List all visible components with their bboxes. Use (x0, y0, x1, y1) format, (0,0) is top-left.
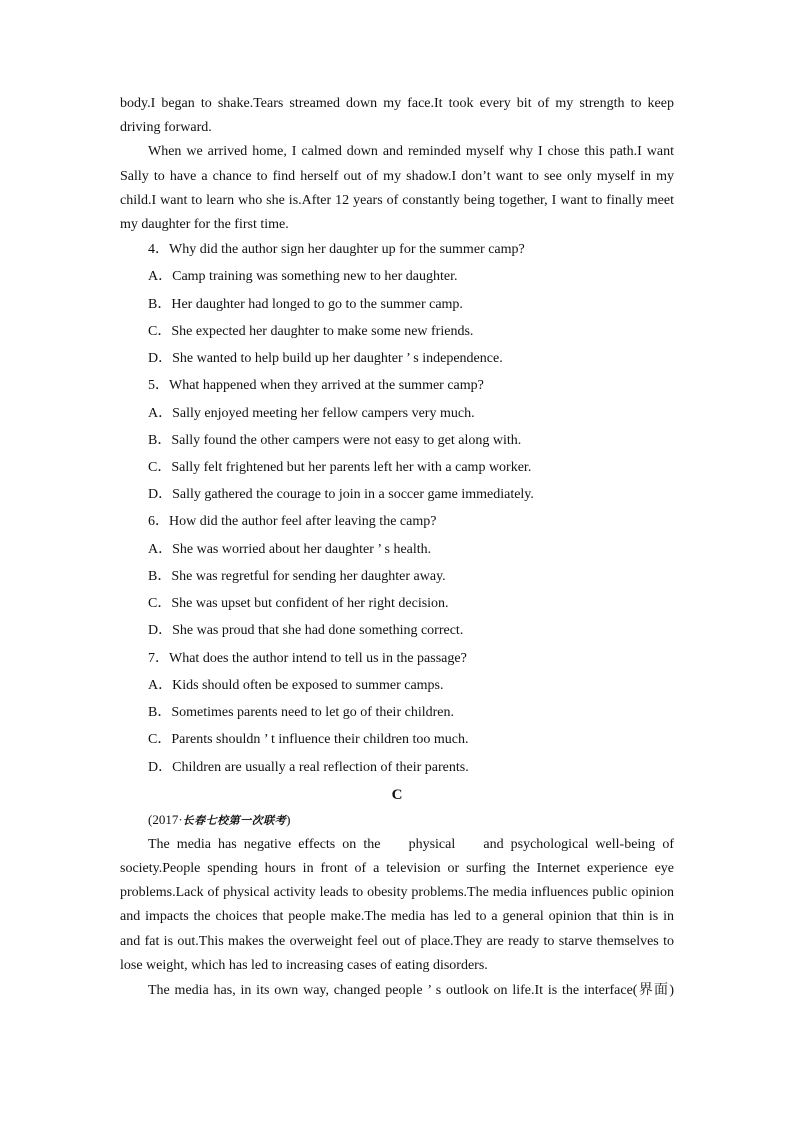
section-c-p1-line-1: The media has negative effects on the physical and psychological well-being of (148, 837, 674, 852)
passage-b-p2-line-2: Sally to have a chance to find herself out of my shadow.I don’t want to see only myself in my (120, 169, 674, 184)
question-6-option-b: B．She was regretful for sending her daughter away. (148, 569, 446, 584)
question-5-option-a: A．Sally enjoyed meeting her fellow campers very much. (148, 406, 475, 421)
question-7-stem: 7．What does the author intend to tell us in the passage? (148, 651, 467, 666)
section-c-p1-line-2: society.People spending hours in front of a television or surfing the Internet experience eye (120, 861, 674, 876)
source-close: ) (286, 812, 291, 827)
source-name: 长春七校第一次联考 (182, 814, 287, 827)
question-5-option-d: D．Sally gathered the courage to join in a soccer game immediately. (148, 487, 534, 502)
question-4-option-c: C．She expected her daughter to make some new friends. (148, 324, 474, 339)
section-c-heading: C (391, 787, 403, 803)
section-c-p1-line-6: lose weight, which has led to increasing cases of eating disorders. (120, 958, 488, 973)
question-5-option-c: C．Sally felt frightened but her parents left her with a camp worker. (148, 460, 532, 475)
passage-b-p1-line-2: driving forward. (120, 120, 212, 135)
question-4-stem: 4．Why did the author sign her daughter up for the summer camp? (148, 242, 525, 257)
section-c-p1-line-3: problems.Lack of physical activity leads to obesity problems.The media influences public opinion (120, 885, 674, 900)
question-7-option-a: A．Kids should often be exposed to summer camps. (148, 678, 444, 693)
question-5-option-b: B．Sally found the other campers were not easy to get along with. (148, 433, 522, 448)
passage-b-p2-line-3: child.I want to learn who she is.After 12 years of constantly being together, I want to finally meet (120, 193, 674, 208)
passage-b-p1-line-1: body.I began to shake.Tears streamed down my face.It took every bit of my strength to keep (120, 96, 674, 111)
question-6-stem: 6．How did the author feel after leaving the camp? (148, 514, 437, 529)
section-c-p1-line-5: and fat is out.This makes the overweight feel out of place.They are ready to starve themselves to (120, 934, 674, 949)
question-4-option-a: A．Camp training was something new to her daughter. (148, 269, 458, 284)
question-4-option-b: B．Her daughter had longed to go to the summer camp. (148, 297, 463, 312)
question-7-option-d: D．Children are usually a real reflection of their parents. (148, 760, 469, 775)
question-5-stem: 5．What happened when they arrived at the summer camp? (148, 378, 484, 393)
passage-b-p2-line-1: When we arrived home, I calmed down and reminded myself why I chose this path.I want (148, 144, 674, 159)
section-c-p2-line-1: The media has, in its own way, changed people ’ s outlook on life.It is the interface(界面) (148, 983, 674, 998)
passage-b-p2-line-4: my daughter for the first time. (120, 217, 289, 232)
section-c-source (148, 810, 291, 831)
question-6-option-d: D．She was proud that she had done something correct. (148, 623, 464, 638)
question-4-option-d: D．She wanted to help build up her daughter ’ s independence. (148, 351, 503, 366)
question-6-option-c: C．She was upset but confident of her right decision. (148, 596, 449, 611)
section-c-p1-line-4: and impacts the choices that people make.The media has led to a general opinion that thin is in (120, 909, 674, 924)
question-7-option-c: C．Parents shouldn ’ t influence their children too much. (148, 732, 469, 747)
question-6-option-a: A．She was worried about her daughter ’ s health. (148, 542, 432, 557)
source-year: (2017· (148, 812, 183, 827)
question-7-option-b: B．Sometimes parents need to let go of their children. (148, 705, 454, 720)
